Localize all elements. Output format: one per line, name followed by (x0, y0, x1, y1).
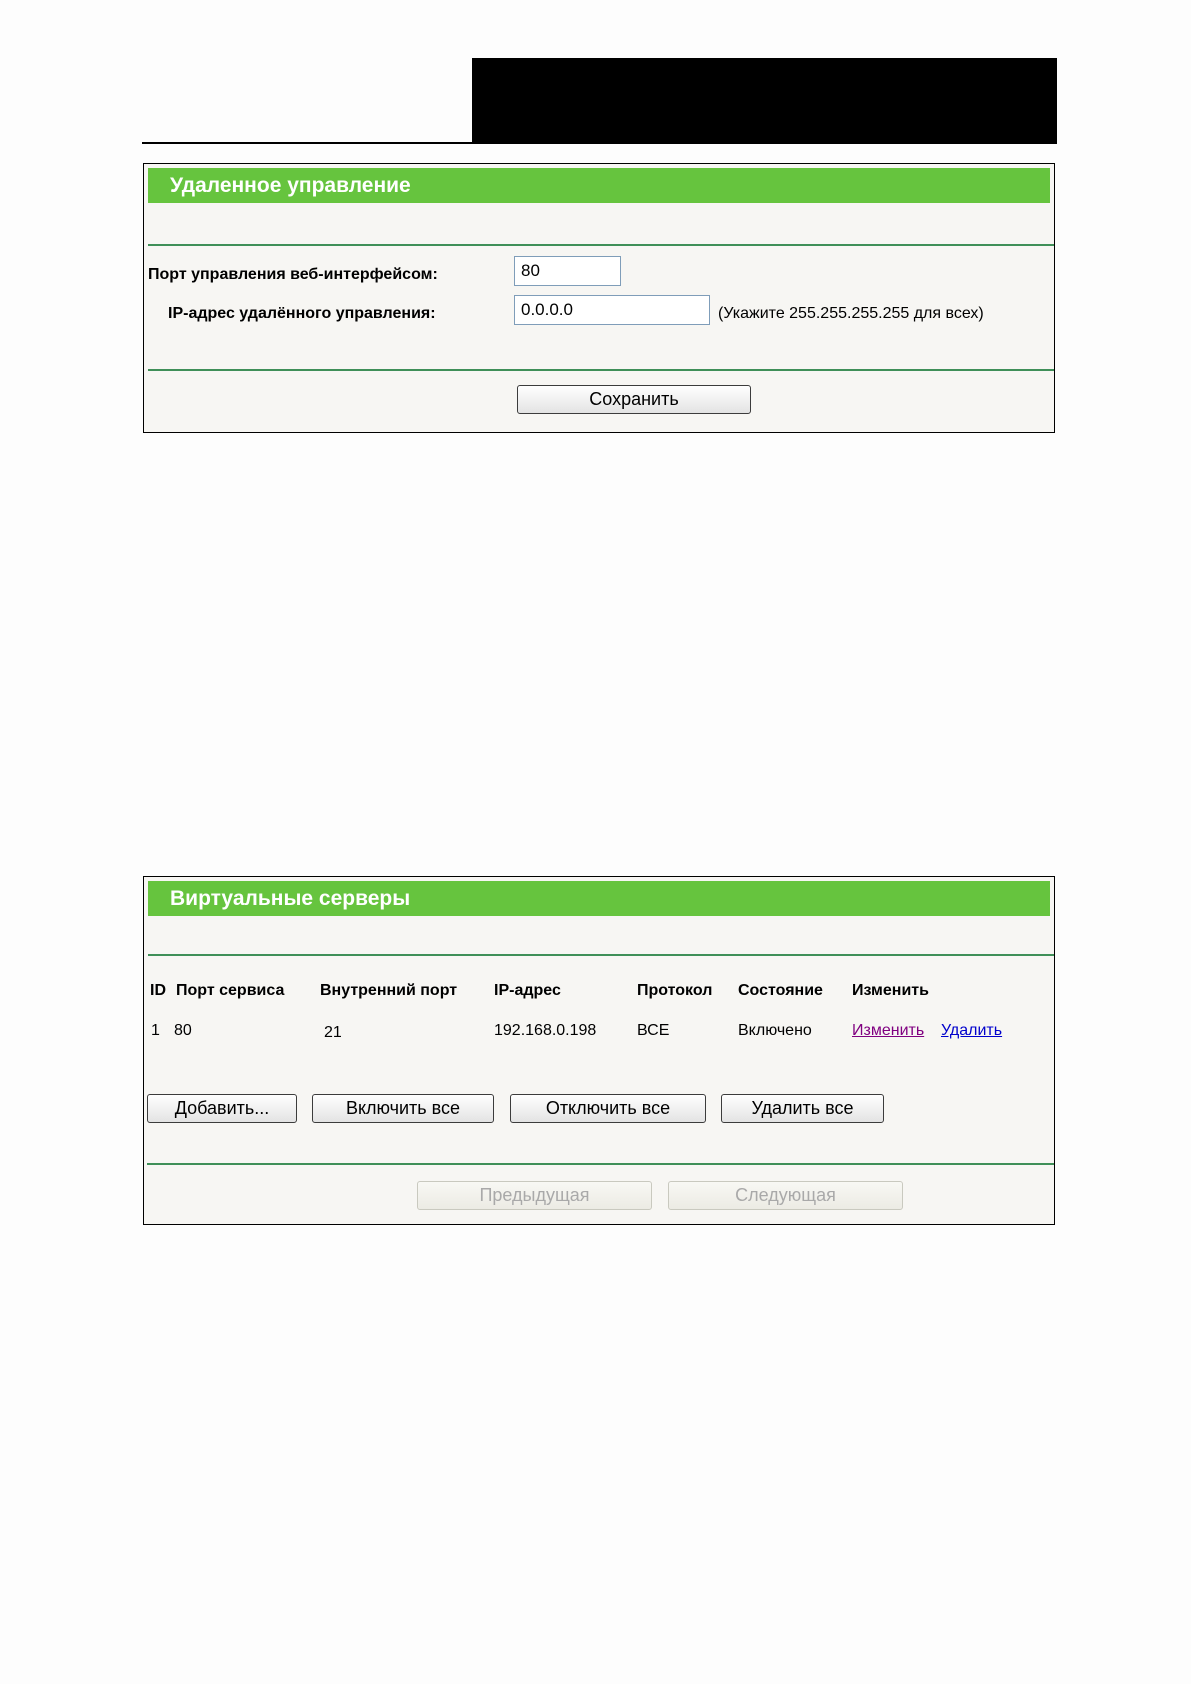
column-header-ip: IP-адрес (494, 982, 561, 999)
remote-ip-input[interactable] (514, 295, 710, 325)
delete-all-button[interactable]: Удалить все (721, 1094, 884, 1123)
remote-management-panel (143, 163, 1055, 433)
divider (148, 369, 1054, 371)
cell-protocol: ВСЕ (637, 1022, 670, 1039)
add-button[interactable]: Добавить... (147, 1094, 297, 1123)
divider (148, 244, 1054, 246)
document-header-bar (472, 58, 1057, 143)
divider (147, 1163, 1054, 1165)
cell-service-port: 80 (174, 1022, 192, 1039)
column-header-modify: Изменить (852, 982, 929, 999)
column-header-internal-port: Внутренний порт (320, 982, 458, 999)
cell-id: 1 (151, 1022, 160, 1039)
column-header-protocol: Протокол (637, 982, 713, 999)
document-header-rule (142, 142, 1057, 144)
next-page-button[interactable]: Следующая (668, 1181, 903, 1210)
column-header-id: ID (150, 982, 166, 999)
disable-all-button[interactable]: Отключить все (510, 1094, 706, 1123)
remote-ip-label: IP-адрес удалённого управления: (168, 305, 436, 322)
save-button[interactable]: Сохранить (517, 385, 751, 414)
cell-internal-port: 21 (324, 1024, 342, 1041)
enable-all-button[interactable]: Включить все (312, 1094, 494, 1123)
web-port-label: Порт управления веб-интерфейсом: (148, 266, 438, 283)
cell-status: Включено (738, 1022, 812, 1039)
web-port-input[interactable] (514, 256, 621, 286)
virtual-servers-panel (143, 876, 1055, 1225)
panel-title: Виртуальные серверы (148, 881, 1050, 916)
edit-link[interactable]: Изменить (852, 1022, 925, 1039)
divider (148, 954, 1054, 956)
remote-ip-hint: (Укажите 255.255.255.255 для всех) (718, 305, 984, 322)
cell-ip: 192.168.0.198 (494, 1022, 597, 1039)
previous-page-button[interactable]: Предыдущая (417, 1181, 652, 1210)
delete-link[interactable]: Удалить (941, 1022, 1003, 1039)
column-header-service-port: Порт сервиса (176, 982, 285, 999)
panel-title: Удаленное управление (148, 168, 1050, 203)
column-header-status: Состояние (738, 982, 823, 999)
